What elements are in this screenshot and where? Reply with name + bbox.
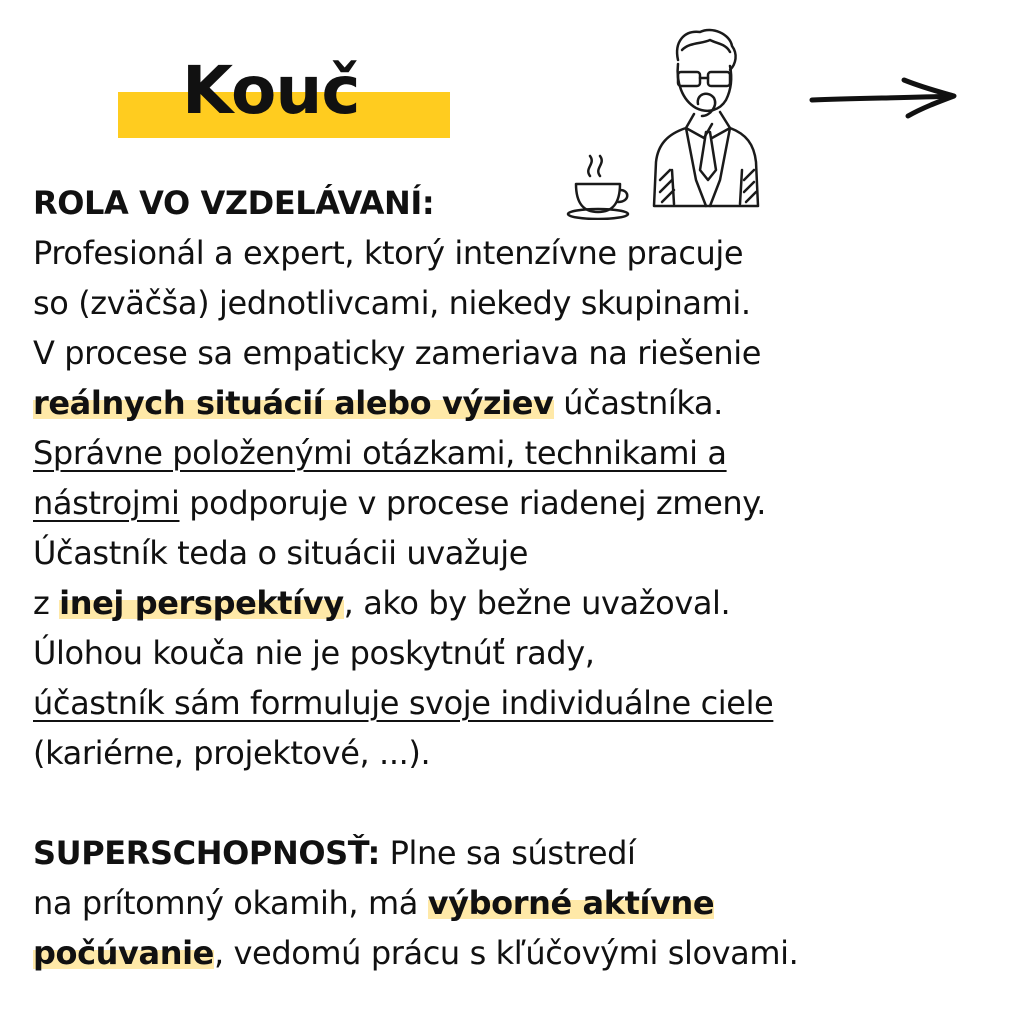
underline-questions-techniques: Správne položenými otázkami, technikami a	[33, 434, 727, 472]
role-line-5	[33, 428, 1013, 478]
arrow-right-icon	[808, 76, 960, 120]
role-line-1: Profesionál a expert, ktorý intenzívne pracuje	[33, 234, 744, 272]
highlight-active-listening-1: výborné aktívne	[427, 884, 715, 922]
underline-tools: nástrojmi	[33, 484, 180, 522]
role-heading-line	[33, 178, 1013, 228]
highlight-other-perspective: inej perspektívy	[59, 584, 344, 622]
role-line-4-rest: účastníka.	[553, 384, 723, 422]
highlight-active-listening-2: počúvanie	[33, 934, 214, 972]
role-heading: ROLA VO VZDELÁVANÍ:	[33, 184, 435, 222]
superpower-line-2	[33, 878, 1013, 928]
role-line-4	[33, 378, 1013, 428]
role-line-3: V procese sa empaticky zameriava na riešenie	[33, 334, 762, 372]
superpower-heading: SUPERSCHOPNOSŤ:	[33, 834, 380, 872]
superpower-line-1-rest: Plne sa sústredí	[379, 834, 636, 872]
superpower-line-2-pre: na prítomný okamih, má	[33, 884, 428, 922]
role-line-8	[33, 578, 1013, 628]
role-line-6	[33, 478, 1013, 528]
section-spacer	[33, 778, 1013, 828]
page-title: Kouč	[182, 52, 360, 129]
role-line-11: (kariérne, projektové, ...).	[33, 734, 431, 772]
role-line-8-rest: , ako by bežne uvažoval.	[343, 584, 731, 622]
role-line-2: so (zväčša) jednotlivcami, niekedy skupinami.	[33, 284, 751, 322]
underline-individual-goals: účastník sám formuluje svoje individuálne ciele	[33, 684, 774, 722]
role-line-7: Účastník teda o situácii uvažuje	[33, 534, 529, 572]
coach-description	[33, 178, 1013, 978]
highlight-real-situations: reálnych situácií alebo výziev	[33, 384, 554, 422]
superpower-line-3	[33, 928, 1013, 978]
role-line-10	[33, 678, 1013, 728]
superpower-line-1	[33, 828, 1013, 878]
role-line-8-pre: z	[33, 584, 60, 622]
role-line-9: Úlohou kouča nie je poskytnúť rady,	[33, 634, 595, 672]
superpower-line-3-rest: , vedomú prácu s kľúčovými slovami.	[213, 934, 799, 972]
role-line-6-rest: podporuje v procese riadenej zmeny.	[179, 484, 766, 522]
